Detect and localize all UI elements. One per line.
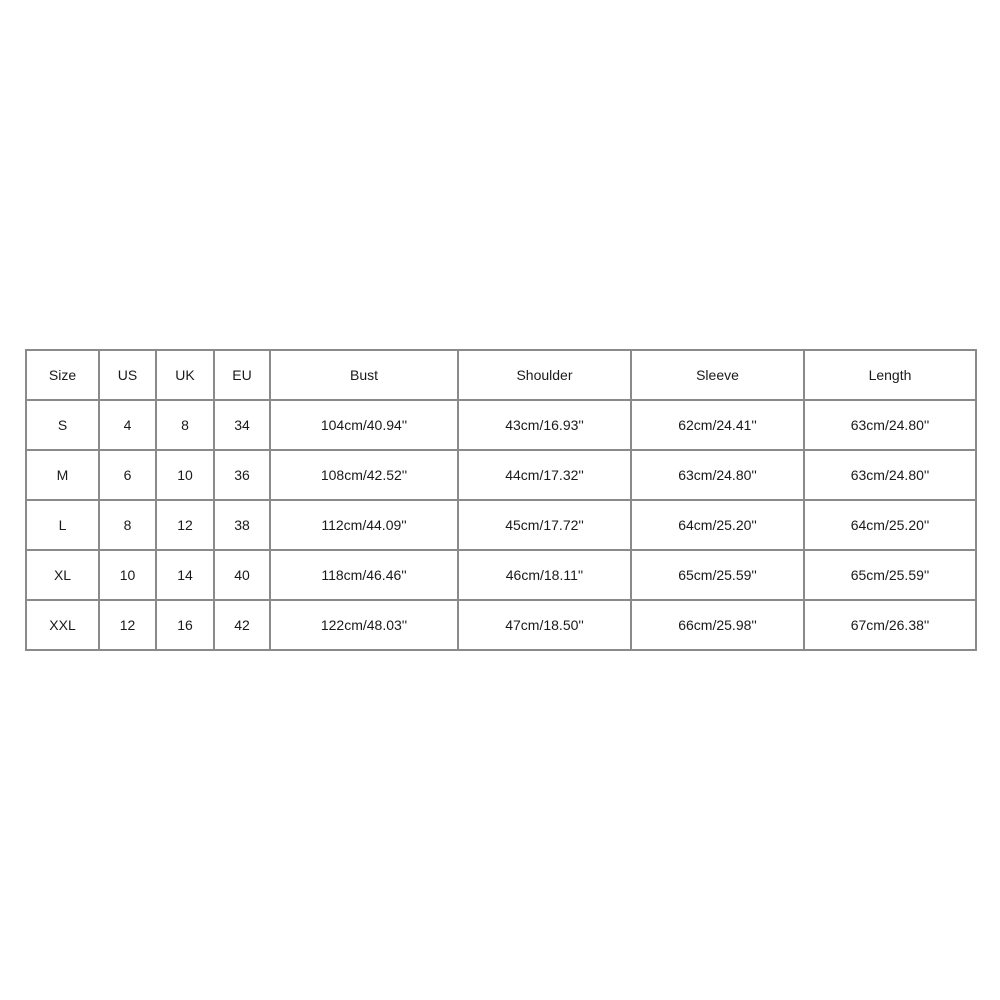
cell-length: 64cm/25.20'': [804, 500, 976, 550]
cell-size: L: [26, 500, 99, 550]
table-row: [26, 450, 976, 500]
cell-size: S: [26, 400, 99, 450]
cell-bust: 108cm/42.52'': [270, 450, 458, 500]
cell-shoulder: 46cm/18.11'': [458, 550, 631, 600]
cell-uk: 16: [156, 600, 214, 650]
cell-size: M: [26, 450, 99, 500]
cell-size: XL: [26, 550, 99, 600]
cell-uk: 8: [156, 400, 214, 450]
table-row: [26, 550, 976, 600]
cell-bust: 122cm/48.03'': [270, 600, 458, 650]
cell-sleeve: 62cm/24.41'': [631, 400, 804, 450]
header-bust: Bust: [270, 350, 458, 400]
cell-uk: 10: [156, 450, 214, 500]
table-row: [26, 400, 976, 450]
cell-length: 67cm/26.38'': [804, 600, 976, 650]
cell-us: 8: [99, 500, 156, 550]
header-us: US: [99, 350, 156, 400]
header-sleeve: Sleeve: [631, 350, 804, 400]
cell-bust: 118cm/46.46'': [270, 550, 458, 600]
cell-sleeve: 63cm/24.80'': [631, 450, 804, 500]
cell-eu: 40: [214, 550, 270, 600]
cell-length: 63cm/24.80'': [804, 400, 976, 450]
size-chart-table: [25, 349, 977, 651]
header-uk: UK: [156, 350, 214, 400]
cell-shoulder: 47cm/18.50'': [458, 600, 631, 650]
cell-us: 6: [99, 450, 156, 500]
cell-shoulder: 43cm/16.93'': [458, 400, 631, 450]
table-row: [26, 500, 976, 550]
table-header-row: [26, 350, 976, 400]
header-length: Length: [804, 350, 976, 400]
cell-shoulder: 44cm/17.32'': [458, 450, 631, 500]
header-eu: EU: [214, 350, 270, 400]
cell-sleeve: 66cm/25.98'': [631, 600, 804, 650]
header-shoulder: Shoulder: [458, 350, 631, 400]
cell-bust: 104cm/40.94'': [270, 400, 458, 450]
table-row: [26, 600, 976, 650]
cell-sleeve: 64cm/25.20'': [631, 500, 804, 550]
cell-eu: 34: [214, 400, 270, 450]
cell-uk: 14: [156, 550, 214, 600]
cell-size: XXL: [26, 600, 99, 650]
cell-eu: 42: [214, 600, 270, 650]
cell-us: 10: [99, 550, 156, 600]
cell-us: 12: [99, 600, 156, 650]
cell-bust: 112cm/44.09'': [270, 500, 458, 550]
cell-eu: 36: [214, 450, 270, 500]
header-size: Size: [26, 350, 99, 400]
cell-us: 4: [99, 400, 156, 450]
cell-sleeve: 65cm/25.59'': [631, 550, 804, 600]
cell-length: 63cm/24.80'': [804, 450, 976, 500]
cell-shoulder: 45cm/17.72'': [458, 500, 631, 550]
cell-uk: 12: [156, 500, 214, 550]
cell-length: 65cm/25.59'': [804, 550, 976, 600]
cell-eu: 38: [214, 500, 270, 550]
